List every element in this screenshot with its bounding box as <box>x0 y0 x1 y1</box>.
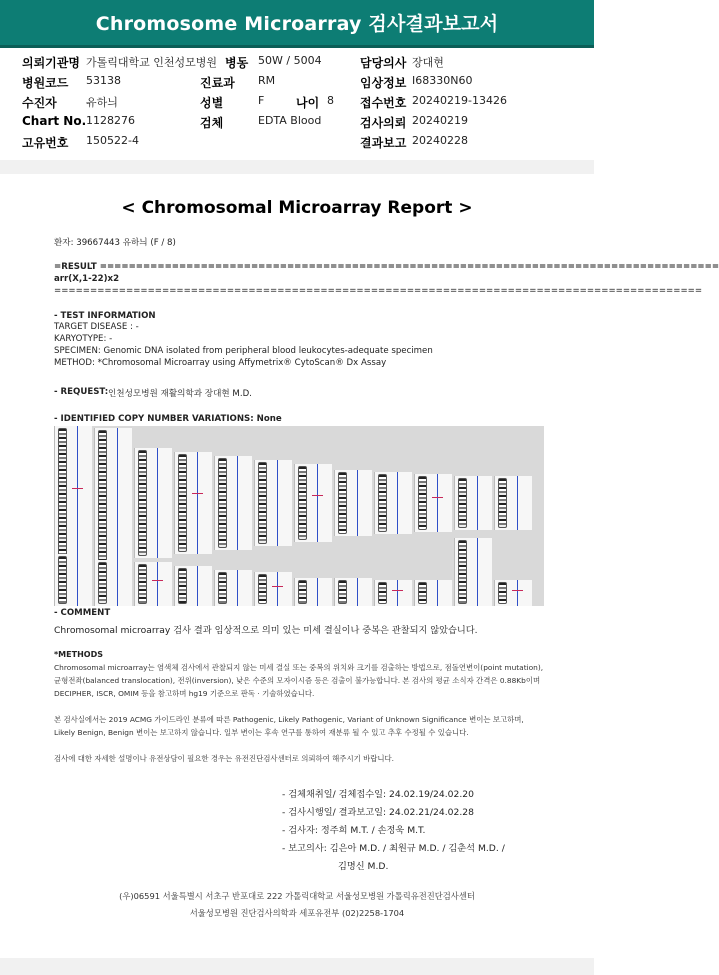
info-row-4 <box>0 114 594 132</box>
requester-value: 가톨릭대학교 인천성모병원 <box>86 56 218 69</box>
result-heading: =RESULT ====================================================================================== <box>54 262 719 272</box>
specimen-label: 검체 <box>200 116 224 130</box>
chromosome-ideogram <box>214 456 252 550</box>
karyotype: KARYOTYPE: - <box>54 334 113 344</box>
ward-value: 50W / 5004 <box>258 54 322 67</box>
chromosome-ideogram <box>94 560 132 606</box>
comment-heading: - COMMENT <box>54 608 111 618</box>
chromosome-ideogram <box>414 580 452 606</box>
chromosome-ideogram <box>494 580 532 606</box>
chromosome-ideogram <box>454 538 492 606</box>
report-date-value: 20240228 <box>412 134 468 147</box>
sex-label: 성별 <box>200 96 224 110</box>
chromosome-ideogram <box>54 554 92 606</box>
clinical-label: 임상정보 <box>360 76 407 90</box>
request-heading: - REQUEST: <box>54 387 109 397</box>
cnv-heading: - IDENTIFIED COPY NUMBER VARIATIONS: None <box>54 414 282 424</box>
chromosome-ideogram <box>254 460 292 546</box>
info-row-1 <box>0 54 594 72</box>
hospital-code-label: 병원코드 <box>22 76 69 90</box>
report-header-title: Chromosome Microarray 검사결과보고서 <box>95 13 499 35</box>
request-value: 인천성모병원 재활의학과 장대현 M.D. <box>108 389 252 399</box>
sign-line-3: - 검사자: 정주희 M.T. / 손정욱 M.T. <box>282 825 426 836</box>
receipt-label: 접수번호 <box>360 96 407 110</box>
chromosome-ideogram <box>294 578 332 606</box>
section-divider <box>0 160 594 174</box>
chromosome-ideogram <box>374 580 412 606</box>
report-header <box>0 0 594 48</box>
footer-address: (우)06591 서울특별시 서초구 반포대로 222 가톨릭대학교 서울성모병원 가톨릭유전진단검사센터 <box>119 891 475 901</box>
chromosome-ideogram <box>454 476 492 530</box>
target-disease: TARGET DISEASE : - <box>54 322 139 332</box>
doctor-label: 담당의사 <box>360 56 407 70</box>
doctor-value: 장대현 <box>412 56 444 69</box>
page-bottom-band <box>0 958 594 975</box>
requester-label: 의뢰기관명 <box>22 56 80 70</box>
sign-line-2: - 검사시행일/ 결과보고일: 24.02.21/24.02.28 <box>282 807 474 818</box>
karyogram-image <box>54 426 544 606</box>
chromosome-ideogram <box>254 572 292 606</box>
unique-id-label: 고유번호 <box>22 136 69 150</box>
chromosome-ideogram <box>334 470 372 536</box>
chromosome-ideogram <box>94 428 132 578</box>
methods-paragraph-3: 검사에 대한 자세한 설명이나 유전상담이 필요한 경우는 유전진단검사센터로 의뢰하여 해주시기 바랍니다. <box>54 754 394 763</box>
report-title: < Chromosomal Microarray Report > <box>121 198 473 218</box>
age-label: 나이 <box>296 96 320 110</box>
patient-line: 환자: 39667443 유하늬 (F / 8) <box>54 238 176 248</box>
chart-no-label: Chart No. <box>22 114 87 128</box>
methods-paragraph-1: Chromosomal microarray는 염색체 검사에서 관찰되지 않는 미세 결실 또는 중복의 위치와 크기를 검출하는 방법으로, 점돌연변이(point mutation), 균형전좌(balanced translocation), 전위(inversion), 낮은 수준의 모자이시즘 등은 검출이 불가능합니다. 본 검사의 평균 소식자 간격은 0.88Kb이며 DECIPHER, ISCR, OMIM 등을 참고하며 hg19 기준으로 판독 · 기술하였습니다. <box>54 663 544 698</box>
dept-label: 진료과 <box>200 76 235 90</box>
chart-no-value: 1128276 <box>86 114 135 127</box>
patient-info-table <box>0 52 594 154</box>
specimen: SPECIMEN: Genomic DNA isolated from peripheral blood leukocytes-adequate specimen <box>54 346 433 356</box>
info-row-3 <box>0 94 594 112</box>
footer-contact: 서울성모병원 진단검사의학과 세포유전부 (02)2258-1704 <box>189 908 405 918</box>
report-date-label: 결과보고 <box>360 136 407 150</box>
sex-value: F <box>258 94 265 107</box>
chromosome-ideogram <box>494 476 532 530</box>
result-value: arr(X,1-22)x2 <box>54 274 120 284</box>
report-page <box>0 174 719 958</box>
sign-line-5: 김명신 M.D. <box>338 861 389 872</box>
test-info-heading: - TEST INFORMATION <box>54 311 156 321</box>
chromosome-ideogram <box>174 566 212 606</box>
chromosome-ideogram <box>214 570 252 606</box>
method: METHOD: *Chromosomal Microarray using Affymetrix® CytoScan® Dx Assay <box>54 358 387 368</box>
request-date-label: 검사의뢰 <box>360 116 407 130</box>
sign-line-4: - 보고의사: 김은아 M.D. / 최원규 M.D. / 김춘석 M.D. / <box>282 843 505 854</box>
chromosome-ideogram <box>374 472 412 534</box>
chromosome-ideogram <box>334 578 372 606</box>
specimen-value: EDTA Blood <box>258 114 322 127</box>
patient-label: 수진자 <box>22 96 57 110</box>
ward-label: 병동 <box>225 56 249 70</box>
info-row-5 <box>0 134 594 152</box>
methods-paragraph-2: 본 검사실에서는 2019 ACMG 가이드라인 분류에 따른 Pathogenic, Likely Pathogenic, Variant of Unknown Significance 변이는 보고하며, Likely Benign, Benign 변이는 보고하지 않습니다. 일부 변이는 후속 연구를 통하여 재분류 될 수 있고 추후 수정될 수 있습니다. <box>54 715 524 737</box>
chromosome-ideogram <box>174 452 212 554</box>
sign-line-1: - 검체채취일/ 검체접수일: 24.02.19/24.02.20 <box>282 789 474 800</box>
hospital-code-value: 53138 <box>86 74 121 87</box>
comment-text: Chromosomal microarray 검사 결과 임상적으로 의미 있는 미세 결실이나 중복은 관찰되지 않았습니다. <box>54 625 478 636</box>
methods-heading: *METHODS <box>54 650 103 659</box>
clinical-value: I68330N60 <box>412 74 473 87</box>
chromosome-ideogram <box>134 448 172 558</box>
chromosome-ideogram <box>134 562 172 606</box>
info-row-2 <box>0 74 594 92</box>
patient-value: 유하늬 <box>86 96 118 109</box>
request-date-value: 20240219 <box>412 114 468 127</box>
result-end-line: ========================================================================================== <box>54 286 703 296</box>
age-value: 8 <box>327 94 334 107</box>
chromosome-ideogram <box>294 464 332 542</box>
chromosome-ideogram <box>414 474 452 532</box>
unique-id-value: 150522-4 <box>86 134 139 147</box>
dept-value: RM <box>258 74 276 87</box>
receipt-value: 20240219-13426 <box>412 94 507 107</box>
